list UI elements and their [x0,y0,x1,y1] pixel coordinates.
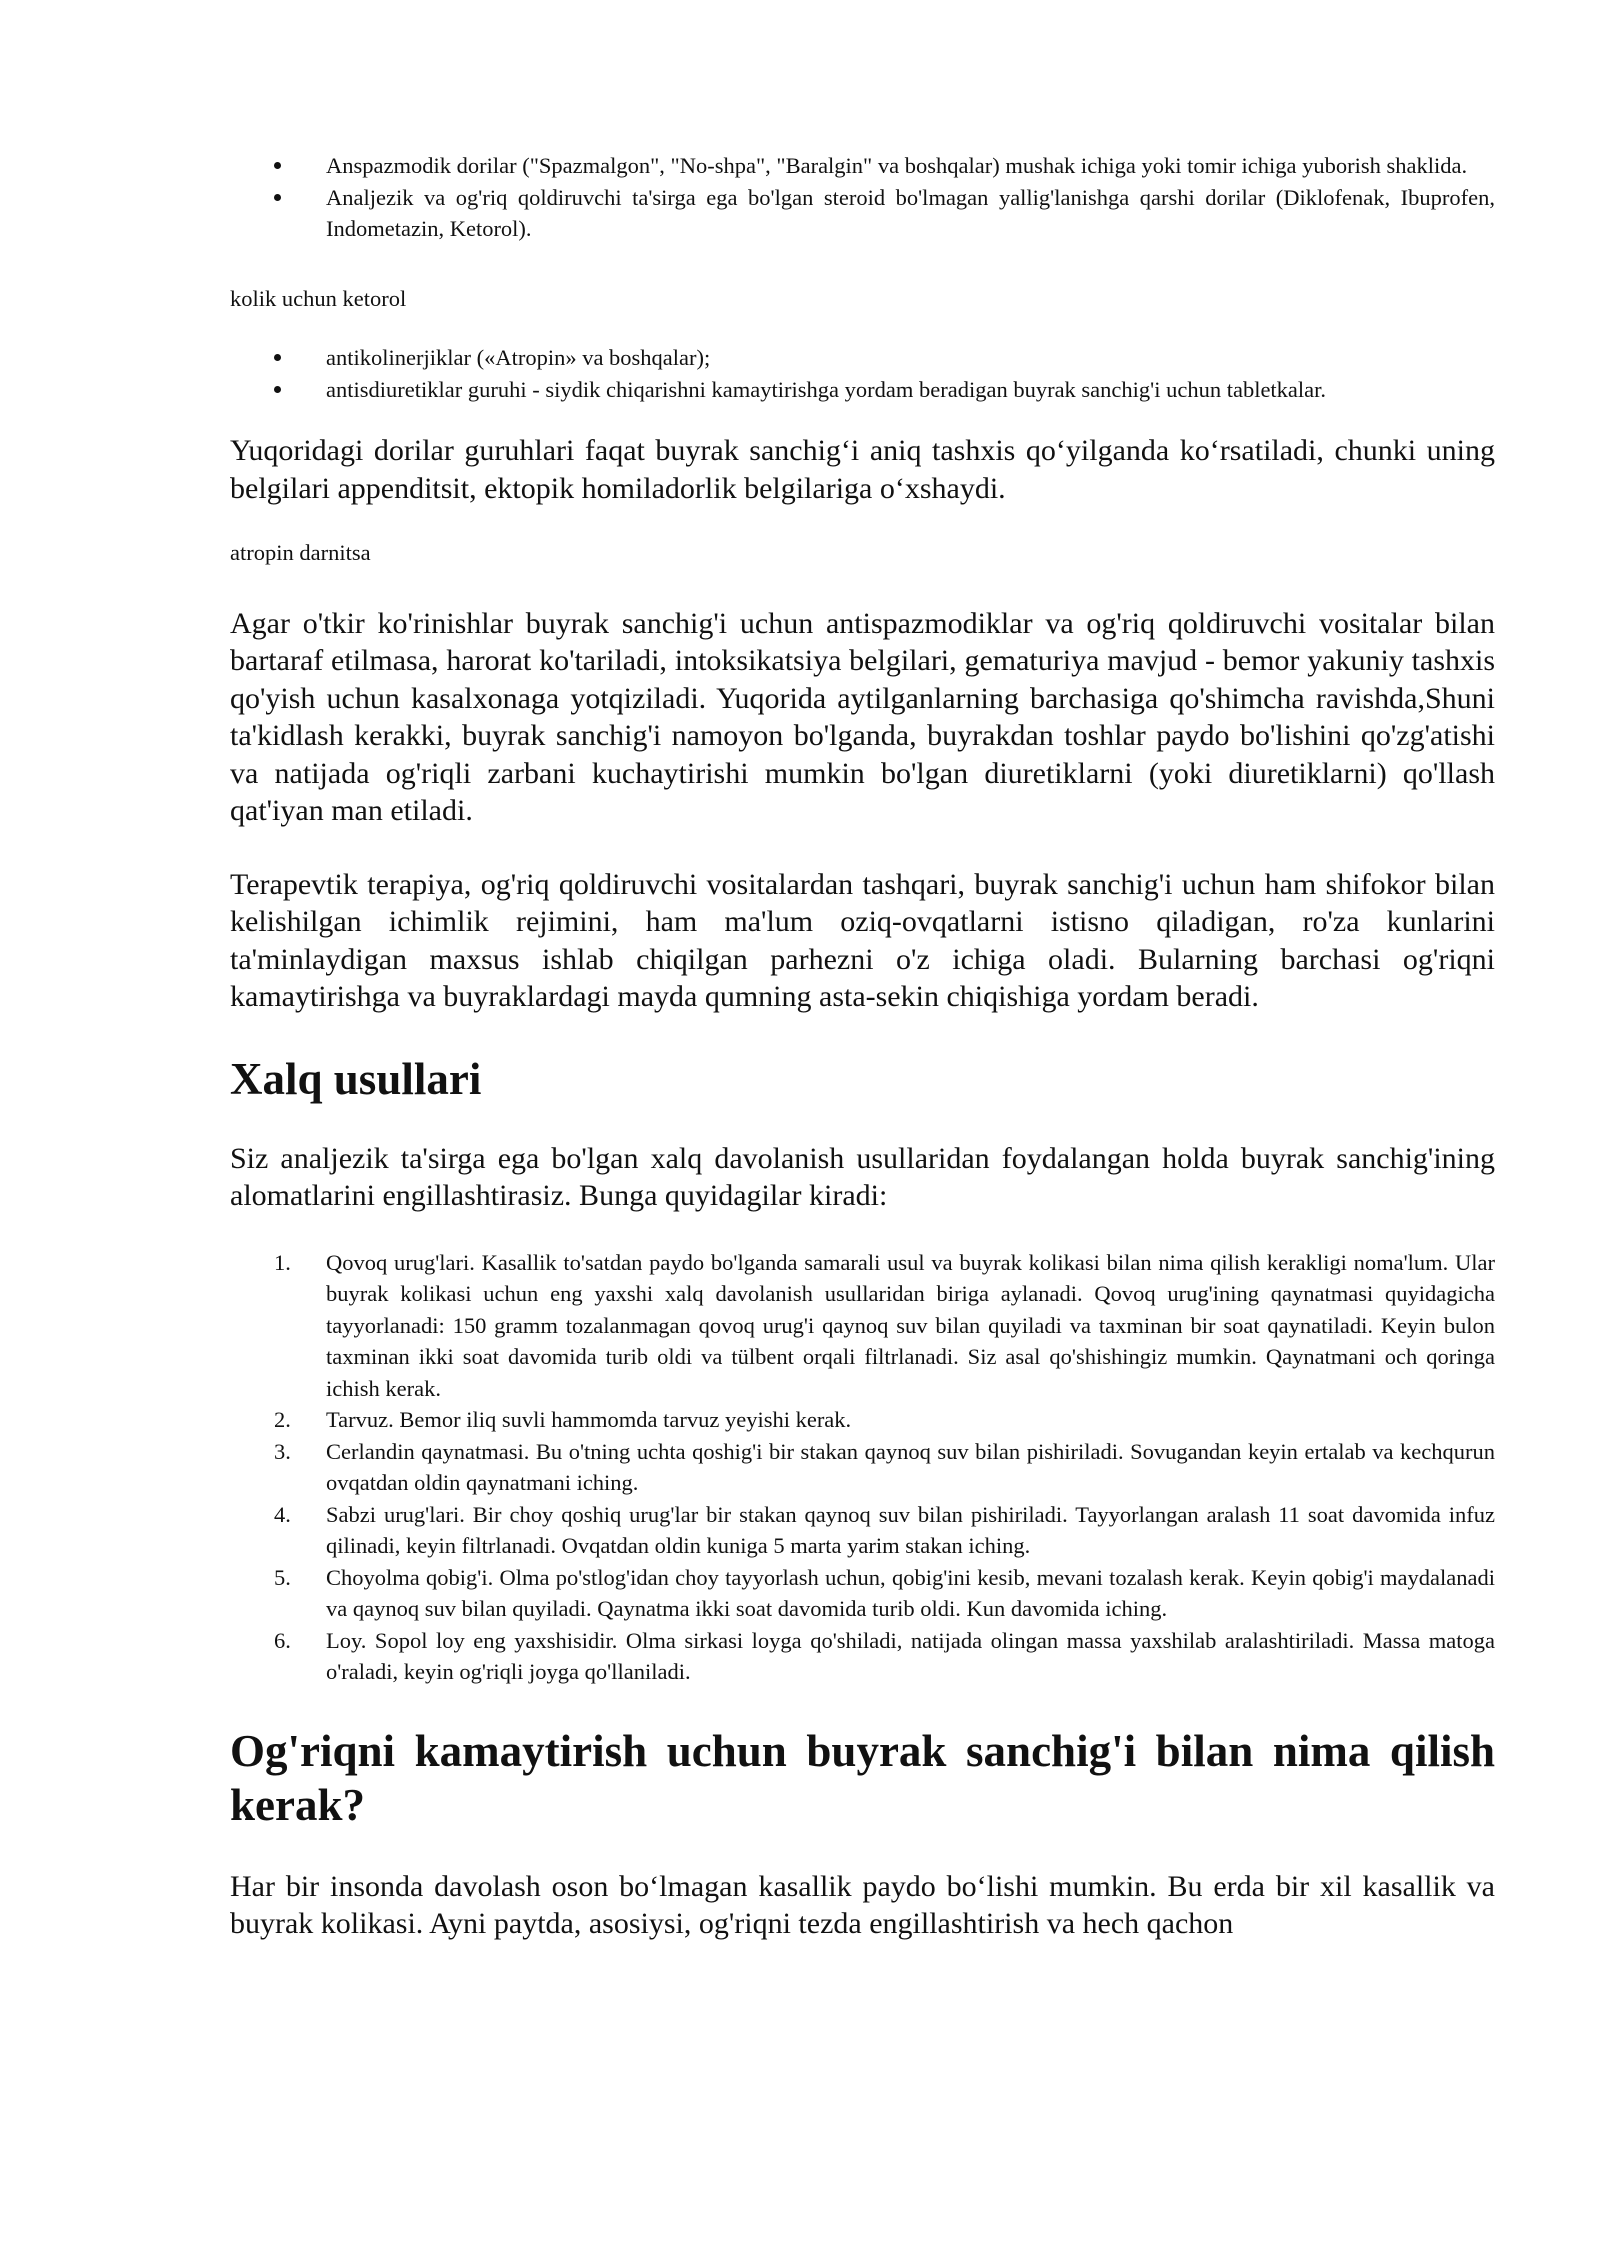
image-caption-ketorol: kolik uchun ketorol [230,285,407,311]
paragraph-therapy: Terapevtik terapiya, og'riq qoldiruvchi vositalardan tashqari, buyrak sanchig'i uchun ham shifokor bilan kelishilgan ichimlik rejimini, ham ma'lum oziq-ovqatlarni istisno qiladigan, ro'za kunlarini ta'minlaydigan maxsus ishlab chiqilgan parhezni o'z ichiga oladi. Bularning barchasi og'riqni kamaytirishga va buyraklardagi mayda qumning asta-sekin chiqishiga yordam beradi. [230,867,1495,1013]
list-item [274,1562,1495,1625]
list-item: Analjezik va og'riq qoldiruvchi ta'sirga ega bo'lgan steroid bo'lmagan yallig'lanishga qarshi dorilar (Diklofenak, Ibuprofen, Indometazin, Ketorol). [326,182,1495,245]
drug-list-2 [230,342,1495,405]
list-number: 4. [274,1501,291,1527]
list-item [274,1625,1495,1688]
paragraph-pain-relief: Har bir insonda davolash oson bo‘lmagan kasallik paydo bo‘lishi mumkin. Bu erda bir xil kasallik va buyrak kolikasi. Ayni paytda, asosiysi, og'riqni tezda engillashtirish va hech qachon [230,1869,1495,1940]
list-item-text: Qovoq urug'lari. Kasallik to'satdan paydo bo'lganda samarali usul va buyrak kolikasi bilan nima qilish kerakligi noma'lum. Ular buyrak kolikasi uchun eng yaxshi xalq davolanish usullaridan biriga aylanadi. Qovoq urug'ining qaynatmasi quyidagicha tayyorlanadi: 150 gramm tozalanmagan qovoq urug'i qaynoq suv bilan quyiladi va taxminan bir soat qaynatiladi. Keyin bulon taxminan ikki soat davomida turib oldi va tülbent orqali filtrlanadi. Siz asal qo'shishingiz mumkin. Qaynatmani och qoringa ichish kerak. [326,1249,1495,1401]
list-item [274,1404,1495,1436]
list-item-text: Cerlandin qaynatmasi. Bu o'tning uchta qoshig'i bir stakan qaynoq suv bilan pishiriladi. Sovugandan keyin ertalab va kechqurun ovqatdan oldin qaynatmani iching. [326,1438,1495,1495]
list-number: 3. [274,1438,291,1464]
list-item-text: Choyolma qobig'i. Olma po'stlog'idan choy tayyorlash uchun, qobig'ini kesib, mevani tozalash kerak. Keyin qobig'i maydalanadi va qaynoq suv bilan quyiladi. Qaynatma ikki soat davomida turib oldi. Kun davomida iching. [326,1564,1495,1621]
list-item [274,1247,1495,1405]
image-caption-atropin: atropin darnitsa [230,540,371,565]
document-page [230,150,1495,1943]
list-item: antisdiuretiklar guruhi - siydik chiqarishni kamaytirishga yordam beradigan buyrak sanchig'i uchun tabletkalar. [326,374,1495,406]
heading-folk-methods: Xalq usullari [230,1053,482,1104]
drug-list-1 [230,150,1495,245]
paragraph-diagnosis: Yuqoridagi dorilar guruhlari faqat buyrak sanchig‘i aniq tashxis qo‘yilganda ko‘rsatiladi, chunki uning belgilari appenditsit, ektopik homiladorlik belgilariga o‘xshaydi. [230,434,1495,505]
list-item [274,1436,1495,1499]
list-item-text: Sabzi urug'lari. Bir choy qoshiq urug'lar bir stakan qaynoq suv bilan pishiriladi. Tayyorlangan aralash 11 soat davomida infuz qilinadi, keyin filtrlanadi. Ovqatdan oldin kuniga 5 marta yarim stakan iching. [326,1501,1495,1558]
paragraph-hospitalization: Agar o'tkir ko'rinishlar buyrak sanchig'i uchun antispazmodiklar va og'riq qoldiruvchi vositalar bilan bartaraf etilmasa, harorat ko'tariladi, intoksikatsiya belgilari, gematuriya mavjud - bemor yakuniy tashxis qo'yish uchun kasalxonaga yotqiziladi. Yuqorida aytilganlarning barchasiga qo'shimcha ravishda,Shuni ta'kidlash kerakki, buyrak sanchig'i namoyon bo'lganda, buyrakdan toshlar paydo bo'lishini qo'zg'atishi va natijada og'riqli zarbani kuchaytirishi mumkin bo'lgan diuretiklarni (yoki diuretiklarni) qo'llash qat'iyan man etiladi. [230,606,1495,827]
list-item: antikolinerjiklar («Atropin» va boshqalar); [326,342,1495,374]
list-number: 2. [274,1407,291,1432]
list-item [274,1499,1495,1562]
folk-remedies-list [230,1247,1495,1688]
list-item-text: Loy. Sopol loy eng yaxshisidir. Olma sirkasi loyga qo'shiladi, natijada olingan massa yaxshilab aralashtiriladi. Massa matoga o'raladi, keyin og'riqli joyga qo'llaniladi. [326,1627,1495,1684]
list-number: 1. [274,1249,291,1275]
list-number: 5. [274,1564,291,1590]
list-number: 6. [274,1627,291,1653]
list-item: Anspazmodik dorilar ("Spazmalgon", "No-shpa", "Baralgin" va boshqalar) mushak ichiga yoki tomir ichiga yuborish shaklida. [326,150,1495,182]
heading-pain-relief: Og'riqni kamaytirish uchun buyrak sanchig'i bilan nima qilish kerak? [230,1725,1495,1830]
list-item-text: Tarvuz. Bemor iliq suvli hammomda tarvuz yeyishi kerak. [326,1407,852,1432]
paragraph-folk-intro: Siz analjezik ta'sirga ega bo'lgan xalq davolanish usullaridan foydalangan holda buyrak sanchig'ining alomatlarini engillashtirasiz. Bunga quyidagilar kiradi: [230,1141,1495,1212]
